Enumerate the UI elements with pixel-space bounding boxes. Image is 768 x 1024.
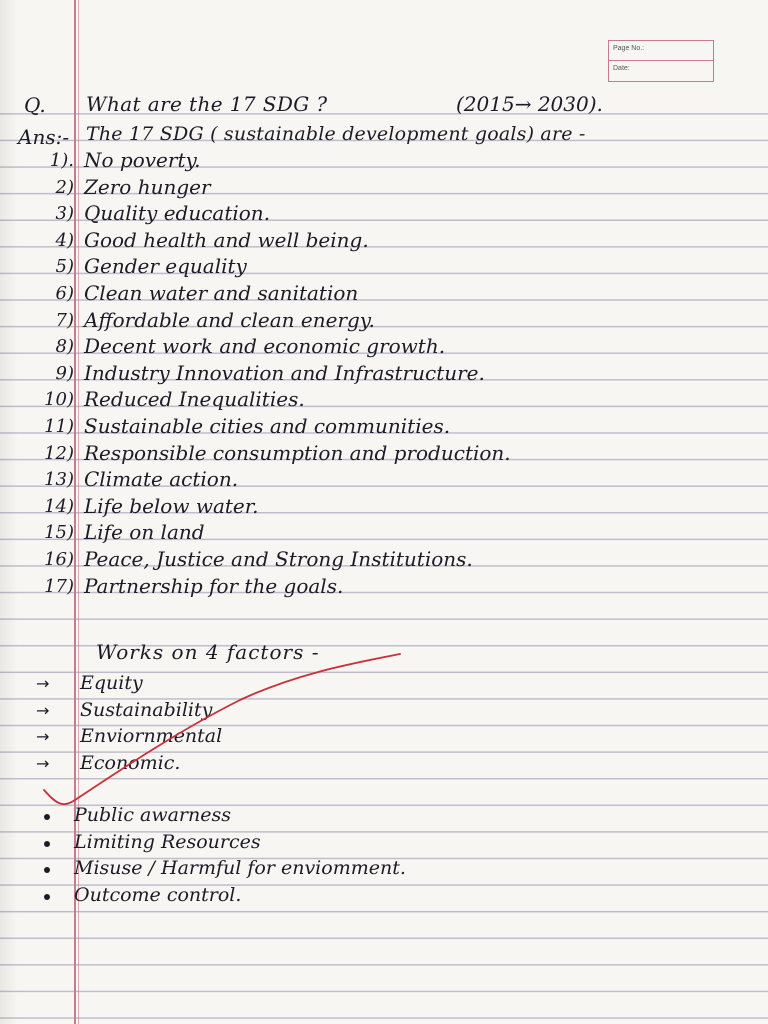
goal-text: Reduced Inequalities.: [84, 387, 305, 412]
goal-text: Decent work and economic growth.: [84, 334, 446, 359]
factor-item: Enviornmental: [80, 725, 223, 748]
goal-text: Sustainable cities and communities.: [84, 414, 451, 438]
goal-number: 9): [55, 362, 74, 384]
question-years: (2015→ 2030).: [456, 92, 603, 116]
meta-box-divider: [609, 60, 713, 61]
answer-label: Ans:-: [18, 125, 70, 149]
bullet-icon: [44, 841, 50, 847]
goal-number: 5): [55, 256, 74, 278]
page-date-box: [608, 40, 714, 82]
goal-number: 3): [55, 203, 74, 225]
goal-number: 8): [55, 336, 74, 358]
goal-text: Zero hunger: [84, 174, 211, 199]
date-label: Date:: [613, 65, 630, 72]
goal-text: Clean water and sanitation: [84, 281, 359, 305]
goal-text: Peace, Justice and Strong Institutions.: [84, 547, 473, 571]
goal-number: 4): [55, 229, 74, 251]
question-text: What are the 17 SDG ?: [86, 92, 328, 116]
page-no-label: Page No.:: [613, 45, 645, 52]
factor-item: Sustainability: [80, 698, 213, 721]
goal-number: 17): [44, 575, 74, 597]
arrow-icon: →: [36, 674, 50, 693]
goal-number: 6): [55, 283, 74, 304]
goal-text: Gender equality: [84, 254, 247, 279]
goal-text: Partnership for the goals.: [84, 573, 344, 598]
goal-number: 10): [44, 389, 74, 411]
goal-text: Affordable and clean energy.: [84, 307, 375, 332]
factors-title: Works on 4 factors -: [96, 640, 320, 664]
bullet-icon: [44, 894, 50, 900]
point-item: Outcome control.: [74, 883, 242, 906]
arrow-icon: →: [36, 700, 50, 720]
goal-number: 13): [44, 469, 74, 491]
goal-text: No poverty.: [84, 148, 201, 172]
goal-number: 15): [44, 522, 74, 544]
bullet-icon: [44, 814, 50, 820]
goal-number: 14): [44, 495, 74, 517]
goal-number: 2): [55, 176, 74, 198]
goal-number: 7): [55, 309, 74, 331]
goal-number: 12): [44, 442, 74, 464]
arrow-icon: →: [36, 753, 50, 773]
goal-text: Industry Innovation and Infrastructure.: [84, 360, 485, 385]
goal-text: Climate action.: [84, 467, 239, 492]
page-edge-shadow: [0, 0, 18, 1024]
point-item: Limiting Resources: [74, 830, 261, 853]
goal-text: Good health and well being.: [84, 227, 369, 252]
goal-text: Quality education.: [84, 201, 271, 226]
point-item: Misuse / Harmful for enviomment.: [74, 857, 406, 880]
arrow-icon: →: [36, 727, 50, 747]
question-label: Q.: [24, 93, 46, 117]
goal-text: Life below water.: [84, 493, 259, 518]
goal-number: 1).: [49, 150, 74, 171]
goal-number: 16): [44, 549, 74, 570]
answer-intro: The 17 SDG ( sustainable development goals) are -: [86, 123, 586, 145]
factor-item: Economic.: [80, 751, 181, 774]
goal-text: Life on land: [84, 520, 205, 545]
goal-number: 11): [44, 416, 74, 437]
factor-item: Equity: [80, 672, 143, 694]
point-item: Public awarness: [74, 804, 232, 826]
goal-text: Responsible consumption and production.: [84, 440, 511, 465]
